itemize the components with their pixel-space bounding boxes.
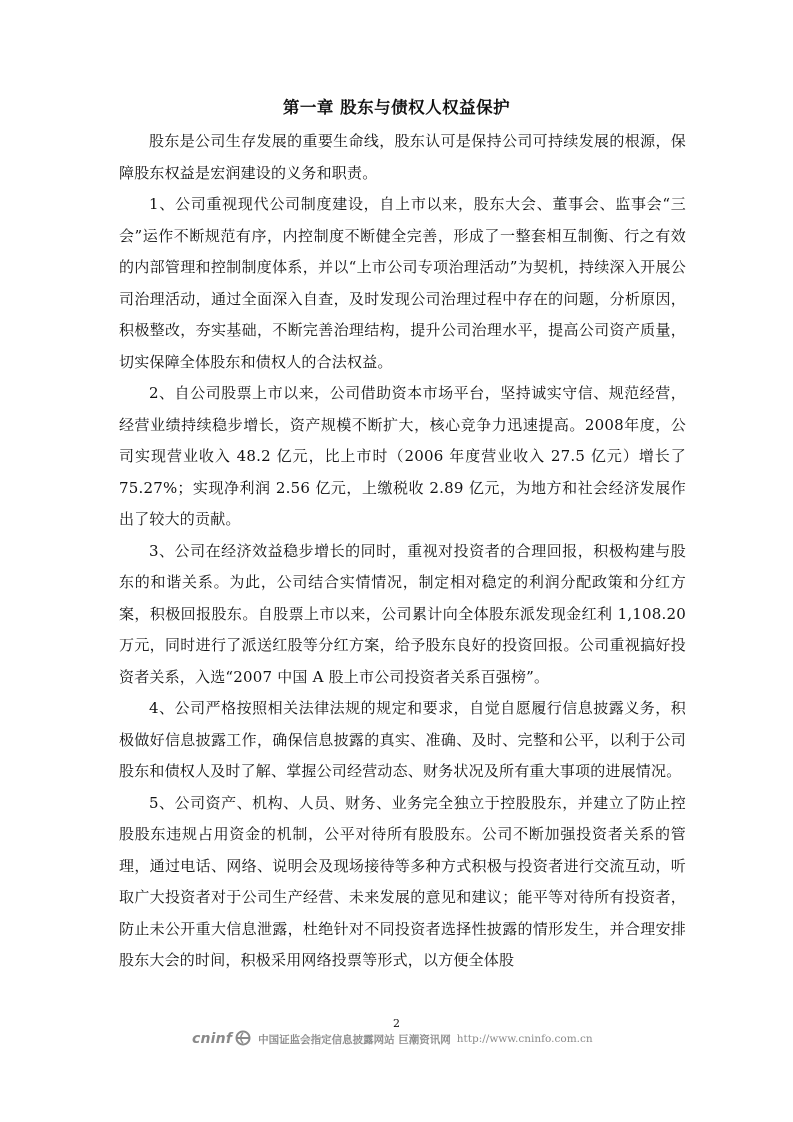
page-number: 2	[393, 1017, 400, 1030]
footer-url-link[interactable]: http://www.cninfo.com.cn	[456, 1033, 593, 1045]
paragraph-4: 4、公司严格按照相关法律法规的规定和要求，自觉自愿履行信息披露义务，积极做好信息披露工作，确保信息披露的真实、准确、及时、完整和公平，以利于公司股东和债权人及时了解、掌握公司经营动态、财务状况及所有重大事项的进展情况。	[119, 699, 686, 780]
footer-description: 中国证监会指定信息披露网站 巨潮资讯网	[258, 1033, 451, 1046]
footer-logo-text: cninf	[192, 1031, 233, 1047]
paragraph-5: 5、公司资产、机构、人员、财务、业务完全独立于控股股东，并建立了防止控股股东违规占用资金的机制，公平对待所有股股东。公司不断加强投资者关系的管理，通过电话、网络、说明会及现场接待等多种方式积极与投资者进行交流互动，听取广大投资者对于公司生产经营、未来发展的意见和建议；能平等对待所有投资者，防止未公开重大信息泄露，杜绝针对不同投资者选择性披露的情形发生，并合理安排股东大会的时间，积极采用网络投票等形式，以方便全体股	[119, 793, 686, 969]
paragraph-2: 2、自公司股票上市以来，公司借助资本市场平台，坚持诚实守信、规范经营，经营业绩持续稳步增长，资产规模不断扩大，核心竞争力迅速提高。2008年度，公司实现营业收入 48.2 亿元，比上市时（2006 年度营业收入 27.5 亿元）增长了 75.27%；实现净利润 2.56 亿元，上缴税收 2.89 亿元，为地方和社会经济发展作出了较大的贡献。	[119, 384, 686, 528]
body-text	[119, 126, 686, 977]
footer	[192, 1029, 593, 1049]
paragraph-3: 3、公司在经济效益稳步增长的同时，重视对投资者的合理回报，积极构建与股东的和谐关系。为此，公司结合实情情况，制定相对稳定的利润分配政策和分红方案，积极回报股东。自股票上市以来，公司累计向全体股东派发现金红利 1,108.20 万元，同时进行了派送红股等分红方案，给予股东良好的投资回报。公司重视搞好投资者关系，入选“2007 中国 A 股上市公司投资者关系百强榜”。	[119, 541, 686, 686]
paragraph-1: 1、公司重视现代公司制度建设，自上市以来，股东大会、董事会、监事会“三会”运作不断规范有序，内控制度不断健全完善，形成了一整套相互制衡、行之有效的内部管理和控制制度体系，并以“上市公司专项治理活动”为契机，持续深入开展公司治理活动，通过全面深入自查，及时发现公司治理过程中存在的问题，分析原因，积极整改，夯实基础，不断完善治理结构，提升公司治理水平，提高公司资产质量，切实保障全体股东和债权人的合法权益。	[119, 195, 686, 371]
cninfo-logo-icon	[234, 1030, 252, 1049]
page-title: 第一章 股东与债权人权益保护	[282, 98, 511, 117]
paragraph-intro: 股东是公司生存发展的重要生命线，股东认可是保持公司可持续发展的根源，保障股东权益是宏润建设的义务和职责。	[119, 132, 686, 182]
